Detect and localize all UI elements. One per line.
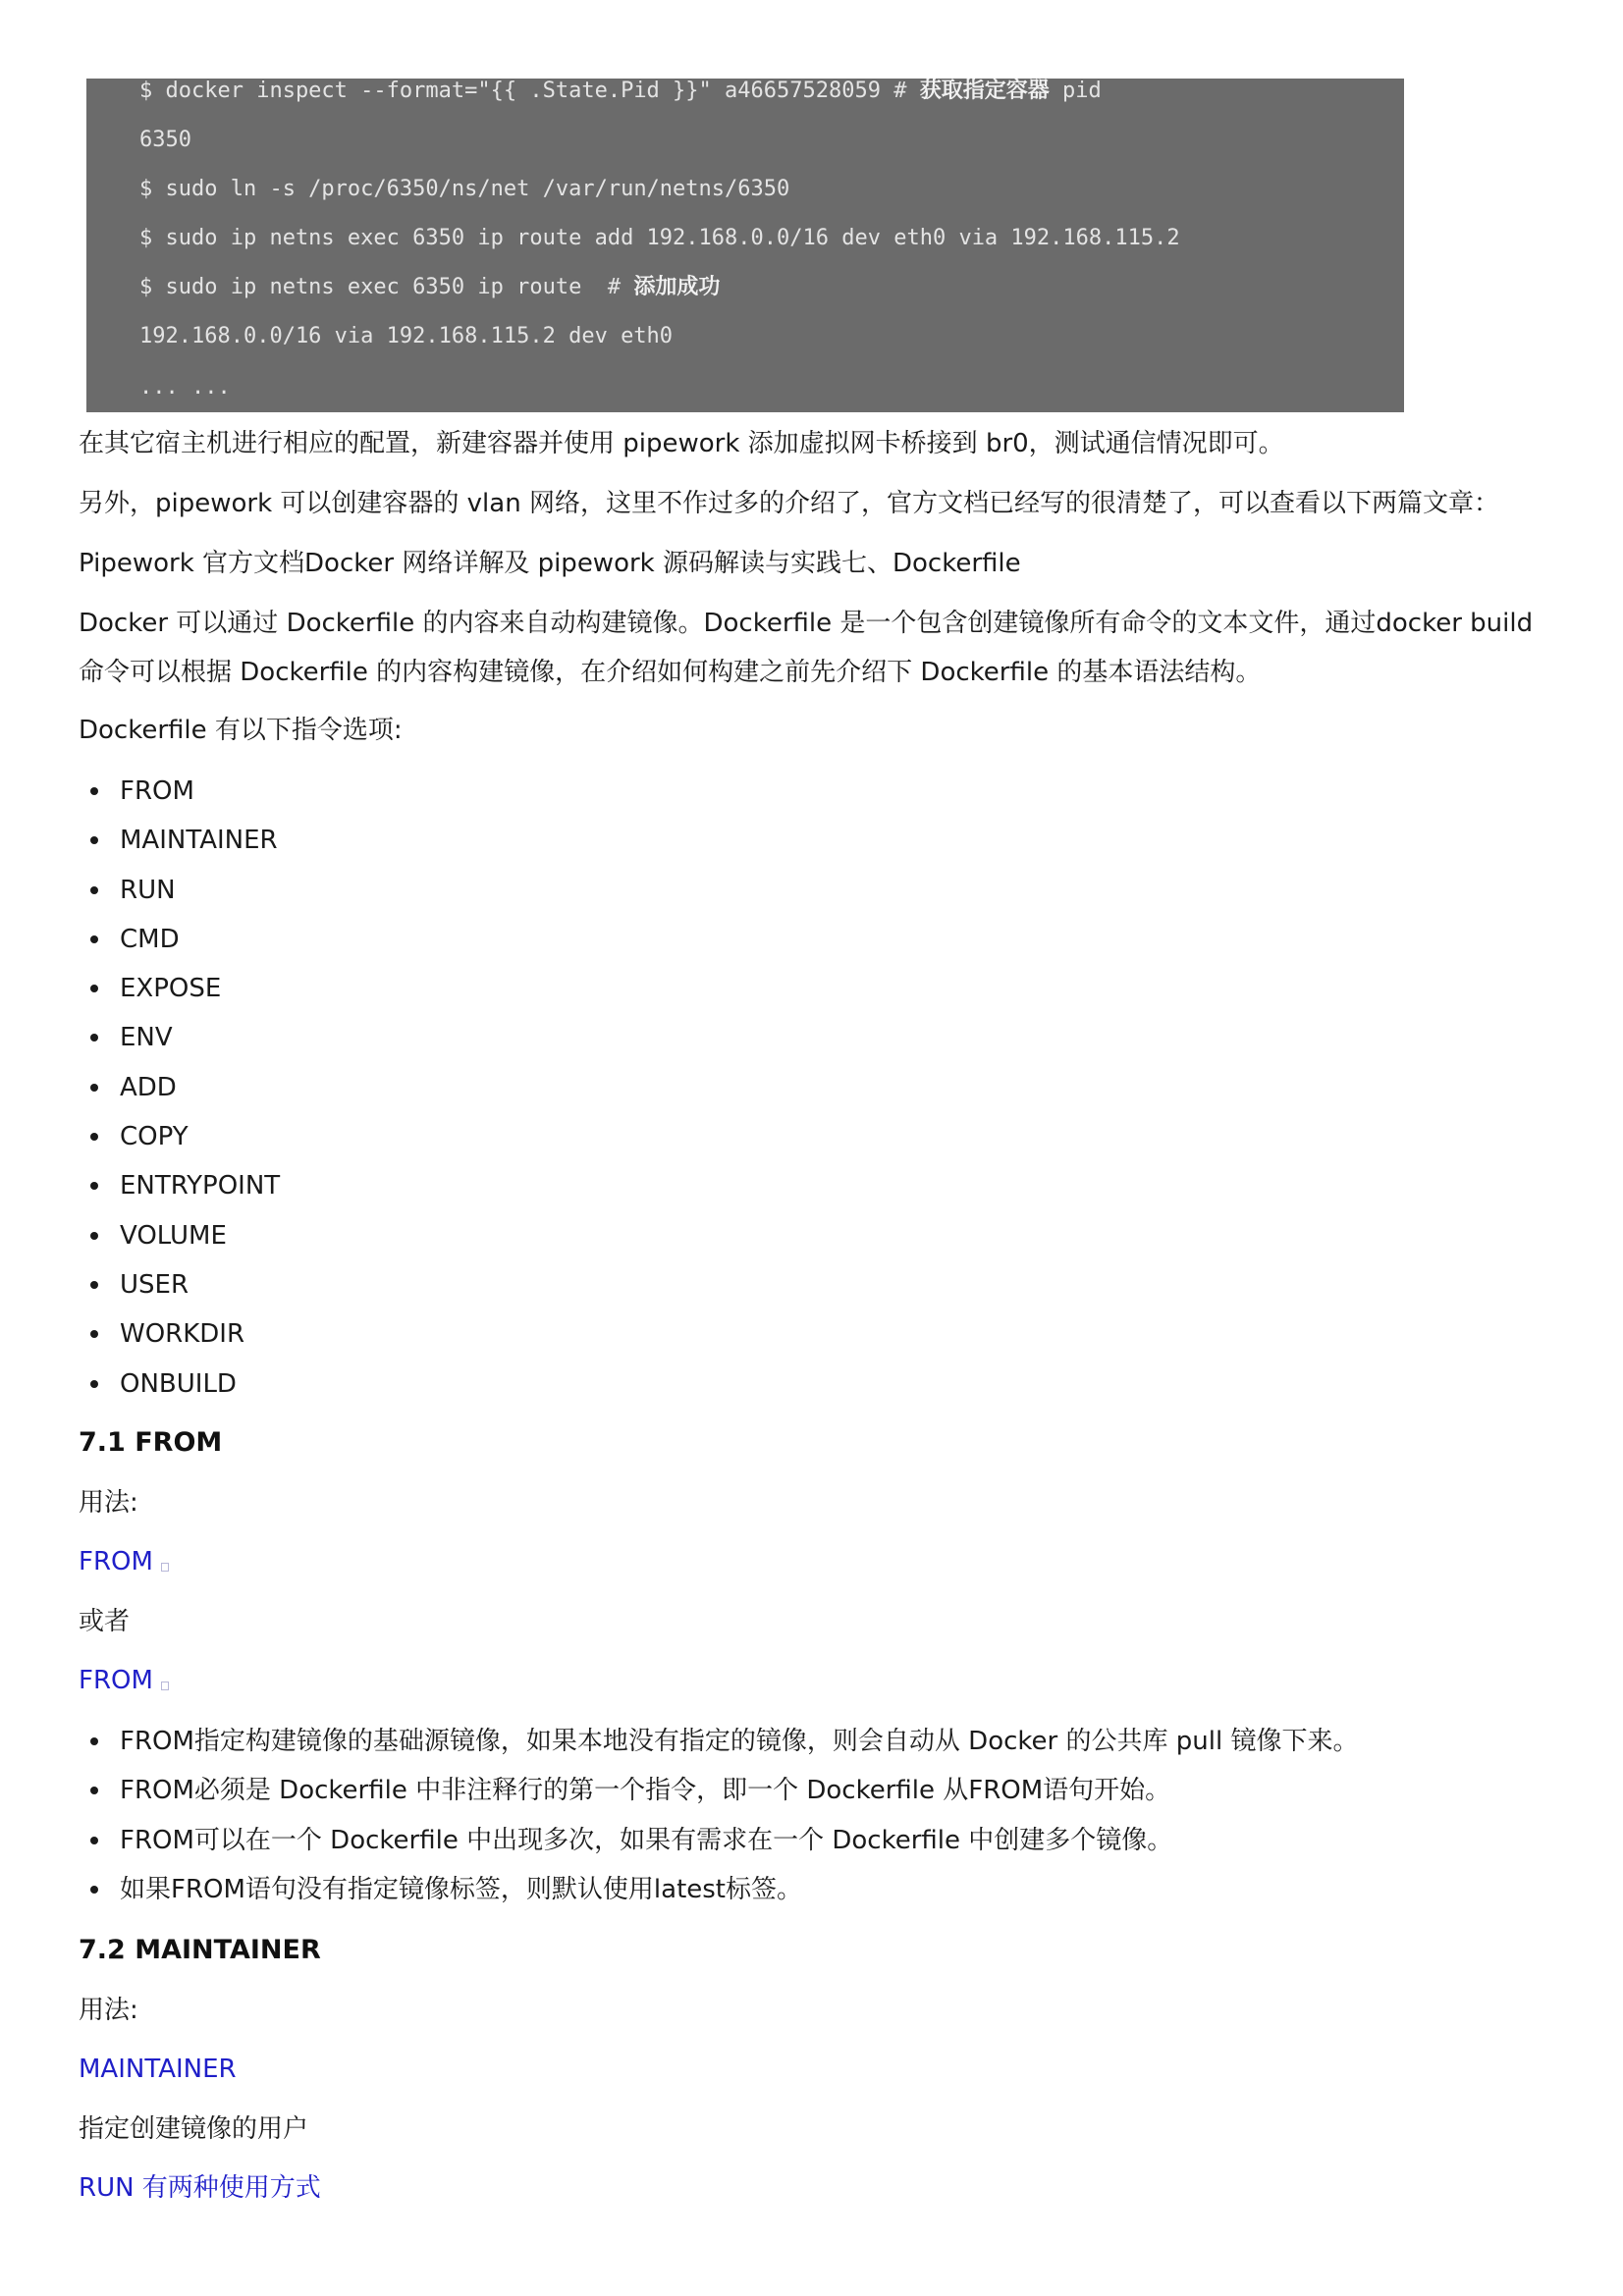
bullet-icon <box>90 1281 98 1289</box>
from-syntax-2: FROM <box>79 1663 169 1698</box>
list-item: 如果FROM语句没有指定镜像标签，则默认使用latest标签。 <box>79 1872 1358 1921</box>
instruction-list <box>79 774 280 1415</box>
list-item: ONBUILD <box>79 1366 280 1415</box>
list-item: WORKDIR <box>79 1316 280 1365</box>
bullet-icon <box>90 1737 98 1745</box>
bullet-icon <box>90 1084 98 1092</box>
bullet-icon <box>90 1133 98 1141</box>
bullet-icon <box>90 1182 98 1190</box>
list-item: CMD <box>79 922 280 971</box>
bullet-icon <box>90 787 98 795</box>
code-line-3: $ sudo ln -s /proc/6350/ns/net /var/run/netns/6350 <box>139 177 790 201</box>
bullet-icon <box>90 886 98 894</box>
bullet-icon <box>90 1330 98 1338</box>
code-line-4: $ sudo ip netns exec 6350 ip route add 192.168.0.0/16 dev eth0 via 192.168.115.2 <box>139 226 1180 250</box>
list-item: ADD <box>79 1070 280 1119</box>
list-item: USER <box>79 1267 280 1316</box>
list-item: COPY <box>79 1119 280 1168</box>
usage-label: 用法: <box>79 1488 138 1518</box>
code-line-7: ... ... <box>139 375 231 400</box>
bullet-icon <box>90 1034 98 1041</box>
from-notes-list <box>79 1724 1358 1921</box>
paragraph-vlan: 另外，pipework 可以创建容器的 vlan 网络，这里不作过多的介绍了，官方文档已经写的很清楚了，可以查看以下两篇文章： <box>79 489 1499 518</box>
paragraph-dockerfile-intro: Docker 可以通过 Dockerfile 的内容来自动构建镜像。Dockerfile 是一个包含创建镜像所有命令的文本文件，通过docker build命令可以根据 Dockerfile 的内容构建镜像，在介绍如何构建之前先介绍下 Dockerfile 的基本语法结构。 <box>79 609 1534 687</box>
bullet-icon <box>90 1380 98 1388</box>
or-label: 或者 <box>79 1607 131 1636</box>
code-line-1: $ docker inspect --format="{{ .State.Pid }}" a46657528059 # 获取指定容器 pid <box>139 79 1102 103</box>
list-item: FROM <box>79 774 280 823</box>
paragraph-instruction-options: Dockerfile 有以下指令选项: <box>79 716 403 745</box>
from-syntax-1: FROM <box>79 1544 169 1579</box>
list-item: RUN <box>79 873 280 922</box>
bullet-icon <box>90 1232 98 1240</box>
bullet-icon <box>90 836 98 844</box>
bullet-icon <box>90 1837 98 1844</box>
list-item: FROM必须是 Dockerfile 中非注释行的第一个指令，即一个 Dockerfile 从FROM语句开始。 <box>79 1773 1358 1822</box>
list-item: ENV <box>79 1020 280 1069</box>
code-line-6: 192.168.0.0/16 via 192.168.115.2 dev eth0 <box>139 324 674 348</box>
list-item: EXPOSE <box>79 971 280 1020</box>
usage-label: 用法: <box>79 1996 138 2025</box>
list-item: MAINTAINER <box>79 823 280 872</box>
list-item: ENTRYPOINT <box>79 1168 280 1217</box>
maintainer-syntax: MAINTAINER <box>79 2055 237 2084</box>
section-heading-from: 7.1 FROM <box>79 1427 223 1458</box>
bullet-icon <box>90 985 98 992</box>
code-line-5: $ sudo ip netns exec 6350 ip route # 添加成功 <box>139 275 721 299</box>
bullet-icon <box>90 1886 98 1894</box>
section-heading-maintainer: 7.2 MAINTAINER <box>79 1935 321 1965</box>
run-usage-heading: RUN 有两种使用方式 <box>79 2173 321 2203</box>
bullet-icon <box>90 1787 98 1794</box>
list-item: FROM可以在一个 Dockerfile 中出现多次，如果有需求在一个 Dockerfile 中创建多个镜像。 <box>79 1823 1358 1872</box>
bullet-icon <box>90 935 98 943</box>
list-item: FROM指定构建镜像的基础源镜像，如果本地没有指定的镜像，则会自动从 Docker 的公共库 pull 镜像下来。 <box>79 1724 1358 1773</box>
code-line-2: 6350 <box>139 128 191 152</box>
maintainer-description: 指定创建镜像的用户 <box>79 2114 309 2144</box>
placeholder-box-icon <box>161 1563 169 1572</box>
list-item: VOLUME <box>79 1218 280 1267</box>
paragraph-references: Pipework 官方文档Docker 网络详解及 pipework 源码解读与实践七、Dockerfile <box>79 549 1021 578</box>
placeholder-box-icon <box>161 1682 169 1690</box>
paragraph-pipework-config: 在其它宿主机进行相应的配置，新建容器并使用 pipework 添加虚拟网卡桥接到 br0，测试通信情况即可。 <box>79 429 1284 458</box>
